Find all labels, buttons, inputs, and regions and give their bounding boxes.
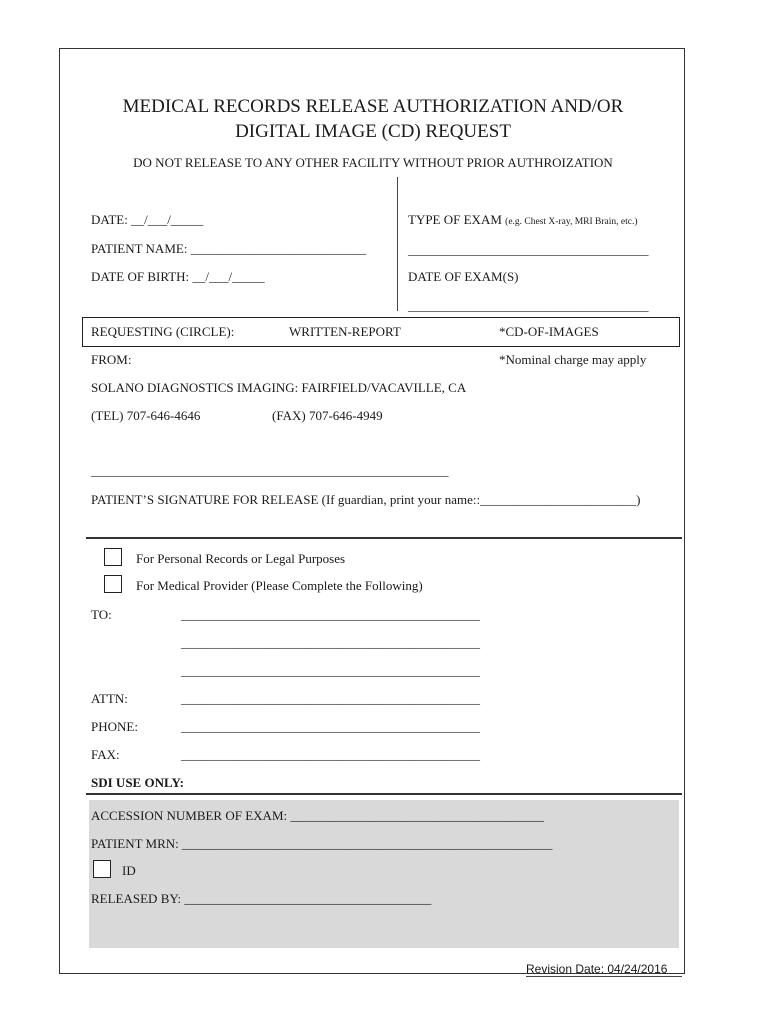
fax-field[interactable]: ______________________________________________ <box>181 747 480 762</box>
signature-label: PATIENT’S SIGNATURE FOR RELEASE (If guardian, print your name::________________________) <box>91 492 641 507</box>
type-of-exam-text: TYPE OF EXAM <box>408 212 502 227</box>
to-field-line1[interactable]: ______________________________________________ <box>181 607 480 622</box>
accession-number-field[interactable]: ACCESSION NUMBER OF EXAM: _______________________________________ <box>91 808 544 823</box>
form-subtitle: DO NOT RELEASE TO ANY OTHER FACILITY WITHOUT PRIOR AUTHROIZATION <box>133 155 613 170</box>
facility-name: SOLANO DIAGNOSTICS IMAGING: FAIRFIELD/VACAVILLE, CA <box>91 380 467 395</box>
facility-phone: (TEL) 707-646-4646 <box>91 408 201 423</box>
id-label: ID <box>122 863 136 878</box>
attn-field[interactable]: ______________________________________________ <box>181 691 480 706</box>
section-divider <box>86 537 682 539</box>
sdi-divider <box>86 793 682 795</box>
phone-field[interactable]: ______________________________________________ <box>181 719 480 734</box>
from-label: FROM: <box>91 352 132 367</box>
form-page <box>59 48 685 974</box>
sdi-section <box>89 800 679 948</box>
medical-provider-label: For Medical Provider (Please Complete the Following) <box>136 578 423 593</box>
form-title-line1: MEDICAL RECORDS RELEASE AUTHORIZATION AND/OR <box>122 96 624 117</box>
to-field-line3[interactable]: ______________________________________________ <box>181 663 480 678</box>
revision-date: Revision Date: 04/24/2016 <box>526 962 668 976</box>
personal-records-checkbox[interactable] <box>104 548 122 566</box>
column-divider <box>397 177 398 311</box>
to-label: TO: <box>91 607 112 622</box>
released-by-field[interactable]: RELEASED BY: ______________________________________ <box>91 891 432 906</box>
patient-name-field[interactable]: PATIENT NAME: ___________________________ <box>91 241 367 256</box>
nominal-charge-note: *Nominal charge may apply <box>499 352 647 367</box>
requesting-box <box>82 317 680 347</box>
to-field-line2[interactable]: ______________________________________________ <box>181 635 480 650</box>
written-report-option[interactable]: WRITTEN-REPORT <box>289 324 401 339</box>
phone-label: PHONE: <box>91 719 138 734</box>
requesting-label: REQUESTING (CIRCLE): <box>91 324 235 339</box>
revision-underline <box>526 976 682 977</box>
form-title-line2: DIGITAL IMAGE (CD) REQUEST <box>235 121 511 142</box>
signature-field[interactable]: _______________________________________________________ <box>91 463 449 478</box>
type-of-exam-hint: (e.g. Chest X-ray, MRI Brain, etc.) <box>505 217 638 227</box>
date-of-birth-field[interactable]: DATE OF BIRTH: __/___/_____ <box>91 269 265 284</box>
id-checkbox[interactable] <box>93 860 111 878</box>
type-of-exam-field[interactable]: _____________________________________ <box>408 242 649 257</box>
date-of-exam-field[interactable]: _____________________________________ <box>408 298 649 313</box>
sdi-use-only-heading: SDI USE ONLY: <box>91 775 184 790</box>
facility-fax: (FAX) 707-646-4949 <box>272 408 383 423</box>
personal-records-label: For Personal Records or Legal Purposes <box>136 551 346 566</box>
date-field[interactable]: DATE: __/___/_____ <box>91 212 204 227</box>
date-of-exam-label: DATE OF EXAM(S) <box>408 269 519 284</box>
type-of-exam-label <box>408 212 638 228</box>
cd-of-images-option[interactable]: *CD-OF-IMAGES <box>499 324 599 339</box>
attn-label: ATTN: <box>91 691 128 706</box>
patient-mrn-field[interactable]: PATIENT MRN: _________________________________________________________ <box>91 836 553 851</box>
fax-label: FAX: <box>91 747 120 762</box>
medical-provider-checkbox[interactable] <box>104 575 122 593</box>
